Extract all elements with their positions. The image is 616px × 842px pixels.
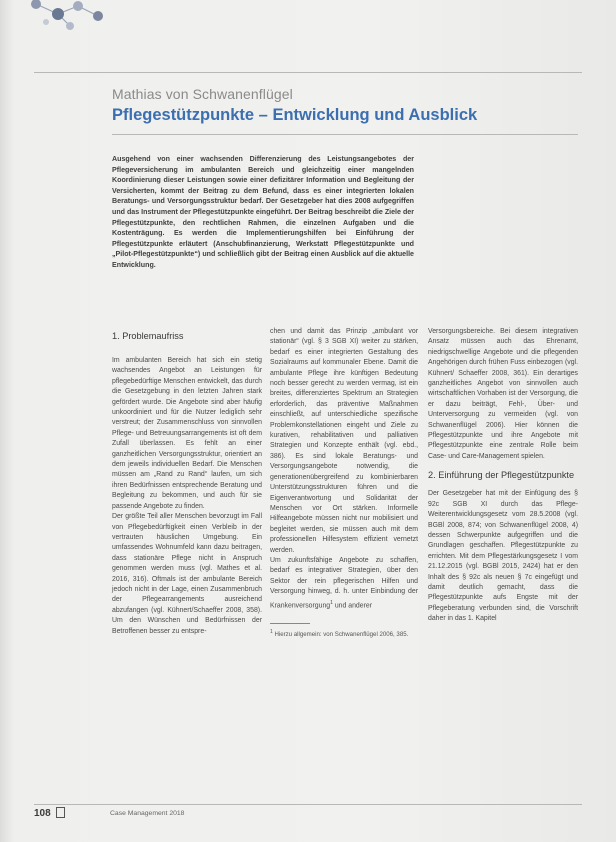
column-1 [112,327,262,637]
section-heading: 2. Einführung der Pflegestützpunkte [428,470,575,481]
footnote-number: 1 [270,629,273,636]
section-heading: 1. Problemaufriss [112,331,184,341]
page-icon [56,807,65,818]
body-paragraph [270,556,418,611]
column-3 [428,327,578,625]
article-title: Pflegestützpunkte – Entwicklung und Ausblick [112,106,478,124]
body-paragraph: Im ambulanten Bereich hat sich ein stetig wachsendes Angebot an Leistungen für pflegebedürftige Menschen entwickelt, das durch die Gesetzgebung in den letzten Jahren stark gefördert wurde. Die Angebote sind aber häufig unkoordiniert und für die Nutzer lediglich sehr verstreut; der Zusammenschluss von sinnvollen Pflege- und Betreuungsarrangements ist oft dem Zufall überlassen. Es fehlt an einer ganzheitlichen Versorgungsstruktur, orientiert an dem jeweils individuellen Bedarf. Die Menschen müssen am „Rand zu Rand“ laufen, um sich ihren Bedürfnissen entsprechende Beratung und Begleitung zu bekommen, und auch für sie passende Angebote zu finden. [112,357,262,510]
body-paragraph: Der größte Teil aller Menschen bevorzugt im Fall von Pflegebedürftigkeit einen Verbleib in der vertrauten häuslichen Umgebung. Ein umfassendes Wohnumfeld kann dazu beitragen, dass stationäre Pflege nicht in Anspruch genommen werden muss (vgl. Mathes et al. 2016, 316). Oftmals ist der ambulante Bereich jedoch nicht in der Lage, einen Zusammenbruch der Pflegearrangements ausreichend abzufangen (vgl. Kühnert/Schaeffer 2008, 358). Um den Wünschen und Bedürfnissen der Betroffenen besser zu entspre- [112,513,262,635]
footer-rule [34,804,582,805]
abstract: Ausgehend von einer wachsenden Differenzierung des Leistungsangebotes der Pflegeversicherung im ambulanten Bereich und gleichzeitig einer mangelnden Koordinierung dieser Leistungen sowie einer defizitärer Information und Begleitung der Versicherten, kommt der Beitrag zu dem Befund, dass es einer integrierten lokalen Beratungs- und Versorgungsstruktur bedarf. Der Gesetzgeber hat dies 2008 aufgegriffen und das Instrument der Pflegestützpunkte eingeführt. Der Beitrag beschreibt die Ziele der Pflegestützpunkte, den rechtlichen Rahmen, die einzelnen Aufgaben und die Kostenträgung. Es werden die Implementierungshilfen bei Einführung der Pflegestützpunkte erläutert (Anschubfinanzierung, Werkstatt Pflegestützpunkte und „Pilot-Pflegestützpunkte“) und schließlich gibt der Beitrag einen Ausblick auf die aktuelle Entwicklung. [112,155,414,269]
molecule-logo-icon [28,0,110,30]
footnote-marker: 1 [330,599,333,606]
footnote [270,628,418,639]
author-name: Mathias von Schwanenflügel [112,86,293,102]
body-paragraph: Versorgungsbereiche. Bei diesem integrativen Ansatz müssen auch das Ehrenamt, niedrigschwellige Angebote und die pflegenden Angehörigen durch frühen Fuss einbezogen (vgl. Kühnert/ Schaeffer 2008, 361). Ein derartiges ganzheitliches Angebot von sinnvollen auch wirtschaftlichen Vorhaben ist der Versorgung, die er dazu beiträgt, Fehl-, Über- und Unterversorgung zu vermeiden (vgl. von Schwanenflügel 2006). Hier können die Pflegestützpunkte und ihre Angebote mit Pflegestützpunkte eine zentrale Rolle beim Case- und Care-Management spielen. [428,328,578,460]
column-2 [270,327,418,639]
journal-name: Case Management 2018 [110,810,185,817]
body-paragraph: chen und damit das Prinzip „ambulant vor stationär“ (vgl. § 3 SGB XI) weiter zu stärken, bedarf es einer integrierten Gestaltung des Sozialraums auf kommunaler Ebene. Damit die ambulante Pflege ihre künftigen Bedeutung noch besser gerecht zu werden vermag, ist ein breites, differenziertes Spektrum an Strategien erforderlich, das präventive Maßnahmen einschließt, auf unterschiedliche spezifische Problemkonstellationen eingeht und Ziele zu kurativen, rehabilitativen und palliativen Strategien und Konzepte enthält (vgl. ebd., 386). Es sind lokale Beratungs- und Versorgungsangebote notwendig, die generationenübergreifend zu kombinierbaren Unterstützungsstrukturen führen und die Eigenverantwortung und Solidarität der Menschen vor Ort stärken. Informelle Hilfeangebote müssen nicht nur mobilisiert und begleitet werden, sie müssen auch mit dem professionellen Hilfesystem effizient vernetzt werden. [270,328,418,554]
page-number: 108 [34,808,51,819]
header-rule [34,72,582,73]
body-text: Um zukunftsfähige Angebote zu schaffen, bedarf es integrativer Strategien, über den Sektor der rein pflegerischen Hilfen und Versorgung hinweg, d. h. unter Einbindung der Krankenversorgung [270,556,418,609]
body-text: und anderer [332,601,372,609]
title-rule [112,134,578,135]
body-paragraph: Der Gesetzgeber hat mit der Einfügung des § 92c SGB XI durch das Pflege-Weiterentwicklungsgesetz vom 28.5.2008 (vgl. BGBl 2008, 874; von Schwanenflügel 2008, 4) dessen Schwerpunkte aufgegriffen und die Grundlagen geschaffen. Pflegestützpunkte zu errichten. Mit dem Pflegestärkungsgesetz I vom 21.12.2015 (vgl. BGBl 2015, 2424) hat er den Inhalt des § 92c als neuen § 7c eingefügt und damit deutlich gemacht, dass die Pflegestützpunkte aufs Engste mit der Pflegeberatung verbunden sind, die Vorschrift daher in das 1. Kapitel [428,490,578,623]
footnote-text: Hierzu allgemein: von Schwanenflügel 2006, 385. [274,631,409,639]
footnote-rule [270,623,310,624]
